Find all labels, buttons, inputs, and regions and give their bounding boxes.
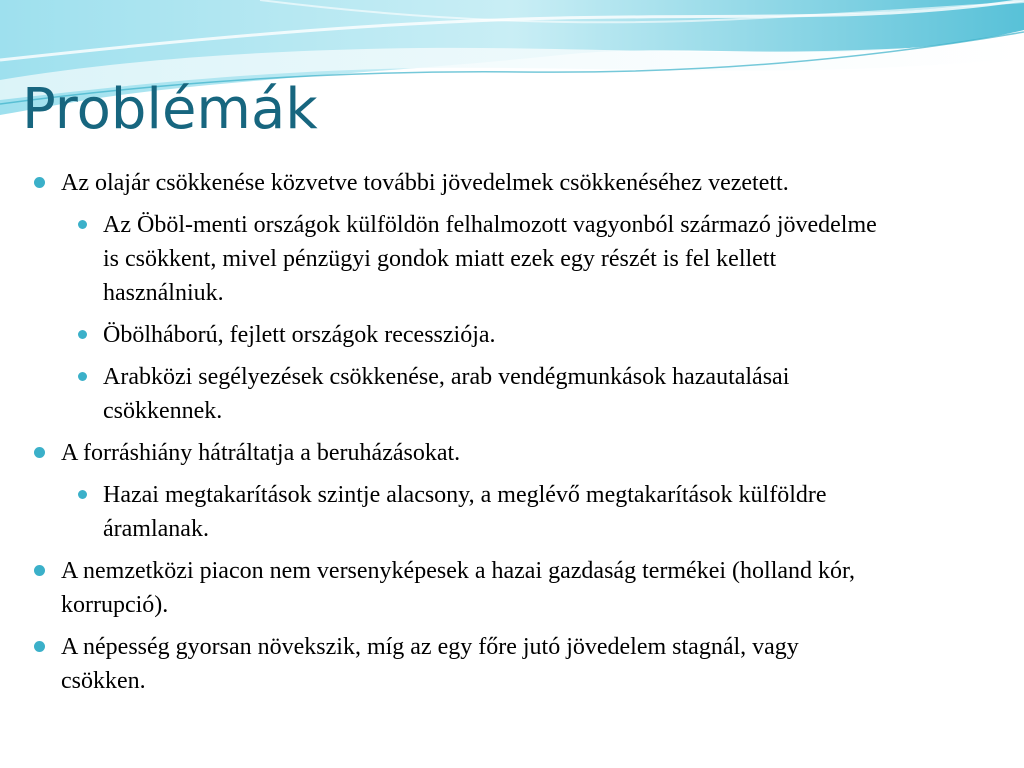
list-item — [0, 318, 883, 352]
bullet-icon — [34, 447, 45, 458]
bullet-list — [0, 166, 1024, 706]
list-item-text: A népesség gyorsan növekszik, míg az egy főre jutó jövedelem stagnál, vagy csökken. — [61, 634, 799, 694]
bullet-icon — [78, 220, 87, 229]
list-item — [0, 166, 871, 200]
bullet-icon — [78, 490, 87, 499]
bullet-icon — [78, 372, 87, 381]
list-item-text: Hazai megtakarítások szintje alacsony, a meglévő megtakarítások külföldre áramlanak. — [103, 482, 827, 542]
bullet-icon — [78, 330, 87, 339]
list-item-text: Öbölháború, fejlett országok recessziója. — [103, 322, 496, 348]
list-item-text: Arabközi segélyezések csökkenése, arab vendégmunkások hazautalásai csökkennek. — [103, 364, 790, 424]
list-item — [0, 478, 883, 546]
list-item-text: A nemzetközi piacon nem versenyképesek a hazai gazdaság termékei (holland kór, korrupció). — [61, 558, 856, 618]
list-item-text: Az olajár csökkenése közvetve további jövedelmek csökkenéséhez vezetett. — [61, 170, 789, 196]
bullet-icon — [34, 177, 45, 188]
list-item — [0, 208, 883, 310]
list-item — [0, 360, 883, 428]
list-item — [0, 554, 871, 622]
bullet-icon — [34, 565, 45, 576]
list-item — [0, 630, 871, 698]
page-title: Problémák — [22, 77, 318, 142]
list-item-text: Az Öböl-menti országok külföldön felhalmozott vagyonból származó jövedelme is csökkent, mivel pénzügyi gondok miatt ezek egy részét is fel kellett használniuk. — [103, 212, 877, 306]
list-item-text: A forráshiány hátráltatja a beruházásokat. — [61, 440, 461, 466]
bullet-icon — [34, 641, 45, 652]
list-item — [0, 436, 871, 470]
